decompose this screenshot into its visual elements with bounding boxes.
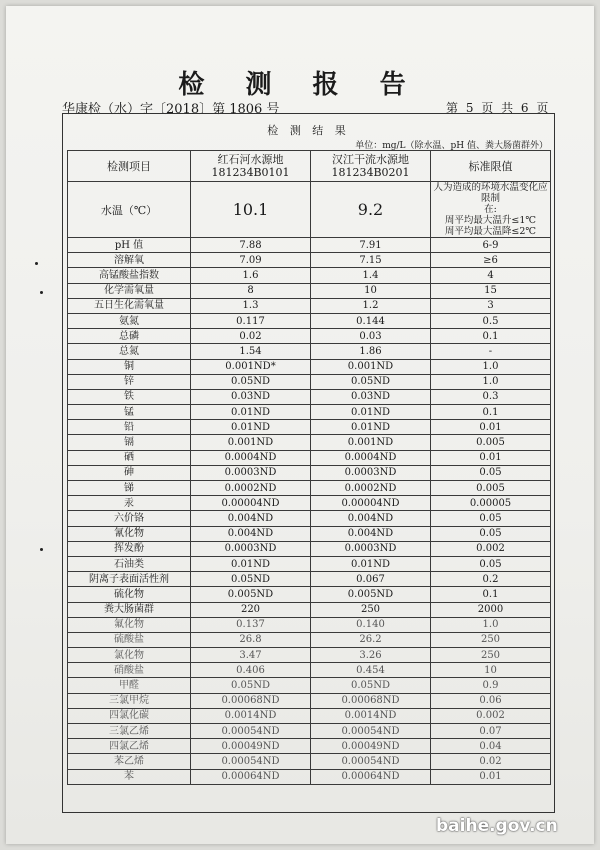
cell-site2: 1.4 — [311, 268, 431, 283]
cell-site1: 0.00054ND — [191, 754, 311, 769]
cell-site1: 0.00064ND — [191, 769, 311, 784]
cell-item: 镉 — [68, 435, 191, 450]
std-line-2: 在: — [484, 204, 497, 215]
page-indicator: 第 5 页 共 6 页 — [446, 101, 549, 115]
table-row — [68, 678, 551, 693]
cell-site2: 0.00068ND — [311, 693, 431, 708]
cell-site1: 220 — [191, 602, 311, 617]
document-number: 华康检（水）字〔2018〕第 1806 号 — [62, 102, 280, 117]
cell-standard: 0.1 — [431, 329, 551, 344]
cell-standard: 0.01 — [431, 420, 551, 435]
cell-site1: 0.001ND* — [191, 359, 311, 374]
cell-standard: 0.05 — [431, 526, 551, 541]
cell-standard: 1.0 — [431, 374, 551, 389]
cell-standard: 6-9 — [431, 238, 551, 253]
cell-item: 硫酸盐 — [68, 632, 191, 647]
cell-site2: 0.140 — [311, 617, 431, 632]
cell-site2: 0.00064ND — [311, 769, 431, 784]
std-line-3: 周平均最大温升≤1℃ — [444, 215, 537, 226]
cell-standard: 250 — [431, 648, 551, 663]
table-row — [68, 420, 551, 435]
results-frame — [62, 113, 555, 813]
cell-item: 四氯化碳 — [68, 708, 191, 723]
cell-item: 硒 — [68, 450, 191, 465]
cell-site2: 0.01ND — [311, 556, 431, 571]
cell-site2: 0.0014ND — [311, 708, 431, 723]
table-row — [68, 283, 551, 298]
cell-site2: 0.067 — [311, 572, 431, 587]
cell-standard: ≥6 — [431, 253, 551, 268]
cell-site1: 0.00004ND — [191, 496, 311, 511]
cell-item: 锌 — [68, 374, 191, 389]
cell-item: 总氮 — [68, 344, 191, 359]
cell-site2: 0.01ND — [311, 405, 431, 420]
cell-site2: 26.2 — [311, 632, 431, 647]
table-row — [68, 511, 551, 526]
cell-item: 铁 — [68, 389, 191, 404]
cell-standard: 0.05 — [431, 511, 551, 526]
cell-standard: 4 — [431, 268, 551, 283]
table-row-temperature — [68, 182, 551, 238]
header-item: 检测项目 — [68, 151, 191, 182]
cell-standard: 0.1 — [431, 587, 551, 602]
cell-item: 水温（℃） — [68, 182, 191, 238]
cell-item: pH 值 — [68, 238, 191, 253]
cell-item: 氯化物 — [68, 648, 191, 663]
results-table — [67, 150, 551, 785]
table-row — [68, 556, 551, 571]
table-row — [68, 572, 551, 587]
cell-standard: 0.07 — [431, 724, 551, 739]
std-line-4: 周平均最大温降≤2℃ — [444, 226, 537, 237]
table-heading: 检 测 结 果 — [267, 124, 350, 137]
cell-item: 汞 — [68, 496, 191, 511]
cell-item: 三氯甲烷 — [68, 693, 191, 708]
cell-item: 锰 — [68, 405, 191, 420]
cell-item: 硝酸盐 — [68, 663, 191, 678]
cell-site2: 7.91 — [311, 238, 431, 253]
cell-site1: 0.01ND — [191, 405, 311, 420]
header-site2-name: 汉江干流水源地 — [332, 153, 409, 166]
site-watermark: baihe.gov.cn — [436, 816, 558, 836]
cell-site1: 0.0003ND — [191, 541, 311, 556]
cell-standard: 0.05 — [431, 465, 551, 480]
table-row — [68, 602, 551, 617]
cell-item: 高锰酸盐指数 — [68, 268, 191, 283]
cell-site2: 0.01ND — [311, 420, 431, 435]
cell-item: 氰化物 — [68, 526, 191, 541]
cell-site1: 0.00054ND — [191, 724, 311, 739]
table-header-row — [68, 151, 551, 182]
std-line-1: 人为造成的环境水温变化应限制 — [433, 182, 548, 204]
cell-standard: 0.2 — [431, 572, 551, 587]
cell-site2: 0.03ND — [311, 389, 431, 404]
cell-item: 三氯乙烯 — [68, 724, 191, 739]
table-row — [68, 389, 551, 404]
cell-site1: 0.0004ND — [191, 450, 311, 465]
cell-site1: 0.02 — [191, 329, 311, 344]
report-title: 检 测 报 告 — [178, 70, 422, 100]
cell-item: 苯乙烯 — [68, 754, 191, 769]
cell-site2: 0.00049ND — [311, 739, 431, 754]
margin-mark — [40, 548, 43, 551]
cell-item: 挥发酚 — [68, 541, 191, 556]
cell-standard: 0.9 — [431, 678, 551, 693]
cell-site2: 0.0002ND — [311, 481, 431, 496]
table-row — [68, 769, 551, 784]
cell-site2: 0.005ND — [311, 587, 431, 602]
table-row — [68, 708, 551, 723]
table-row — [68, 374, 551, 389]
cell-site2: 0.001ND — [311, 435, 431, 450]
cell-site2: 7.15 — [311, 253, 431, 268]
cell-site2: 0.004ND — [311, 511, 431, 526]
margin-mark — [35, 262, 38, 265]
cell-site2: 0.454 — [311, 663, 431, 678]
cell-item: 锑 — [68, 481, 191, 496]
cell-site2: 0.00054ND — [311, 754, 431, 769]
cell-site1: 0.0014ND — [191, 708, 311, 723]
header-site2 — [311, 151, 431, 182]
cell-standard: 15 — [431, 283, 551, 298]
cell-site1: 0.05ND — [191, 678, 311, 693]
cell-site2: 0.03 — [311, 329, 431, 344]
cell-standard: 0.5 — [431, 313, 551, 328]
cell-site2: 0.0003ND — [311, 465, 431, 480]
table-row — [68, 450, 551, 465]
table-row — [68, 724, 551, 739]
cell-site1: 0.005ND — [191, 587, 311, 602]
cell-site1: 0.117 — [191, 313, 311, 328]
cell-site2: 250 — [311, 602, 431, 617]
table-row — [68, 359, 551, 374]
cell-site1: 0.004ND — [191, 511, 311, 526]
table-row — [68, 238, 551, 253]
cell-standard: 0.06 — [431, 693, 551, 708]
cell-item: 铜 — [68, 359, 191, 374]
cell-standard: 0.3 — [431, 389, 551, 404]
cell-standard: 0.02 — [431, 754, 551, 769]
cell-item: 化学需氧量 — [68, 283, 191, 298]
cell-standard: 0.005 — [431, 435, 551, 450]
cell-site2: 10 — [311, 283, 431, 298]
table-row — [68, 617, 551, 632]
cell-site1: 0.004ND — [191, 526, 311, 541]
table-row — [68, 496, 551, 511]
cell-item: 总磷 — [68, 329, 191, 344]
cell-item: 氨氮 — [68, 313, 191, 328]
cell-standard: 0.002 — [431, 541, 551, 556]
cell-standard: 2000 — [431, 602, 551, 617]
table-row — [68, 526, 551, 541]
cell-item: 粪大肠菌群 — [68, 602, 191, 617]
cell-site1: 0.05ND — [191, 374, 311, 389]
header-site1-code: 181234B0101 — [211, 166, 290, 179]
cell-site1: 10.1 — [191, 182, 311, 238]
table-row — [68, 739, 551, 754]
cell-standard: 1.0 — [431, 617, 551, 632]
cell-standard: 3 — [431, 298, 551, 313]
cell-site2: 1.86 — [311, 344, 431, 359]
cell-standard: 250 — [431, 632, 551, 647]
cell-item: 四氯乙烯 — [68, 739, 191, 754]
cell-site1: 0.0003ND — [191, 465, 311, 480]
cell-site1: 8 — [191, 283, 311, 298]
unit-note: 单位：mg/L（除水温、pH 值、粪大肠菌群外） — [355, 141, 548, 151]
cell-site2: 0.00004ND — [311, 496, 431, 511]
cell-site2: 3.26 — [311, 648, 431, 663]
cell-item: 石油类 — [68, 556, 191, 571]
cell-standard: 0.1 — [431, 405, 551, 420]
cell-site2: 9.2 — [311, 182, 431, 238]
cell-site2: 0.05ND — [311, 374, 431, 389]
cell-site1: 0.01ND — [191, 420, 311, 435]
header-site2-code: 181234B0201 — [331, 166, 410, 179]
cell-standard: 0.05 — [431, 556, 551, 571]
cell-standard — [431, 182, 551, 238]
table-row — [68, 329, 551, 344]
table-row — [68, 632, 551, 647]
cell-site2: 0.00054ND — [311, 724, 431, 739]
cell-site1: 7.09 — [191, 253, 311, 268]
cell-site1: 0.01ND — [191, 556, 311, 571]
table-row — [68, 693, 551, 708]
cell-item: 六价铬 — [68, 511, 191, 526]
table-row — [68, 465, 551, 480]
cell-standard: 0.002 — [431, 708, 551, 723]
table-row — [68, 541, 551, 556]
cell-site2: 0.0003ND — [311, 541, 431, 556]
cell-standard: 0.04 — [431, 739, 551, 754]
cell-site2: 0.144 — [311, 313, 431, 328]
cell-site2: 0.0004ND — [311, 450, 431, 465]
cell-site1: 1.6 — [191, 268, 311, 283]
table-row — [68, 344, 551, 359]
table-row — [68, 298, 551, 313]
table-row — [68, 253, 551, 268]
cell-item: 砷 — [68, 465, 191, 480]
cell-site1: 0.03ND — [191, 389, 311, 404]
cell-site2: 1.2 — [311, 298, 431, 313]
cell-site1: 0.0002ND — [191, 481, 311, 496]
cell-item: 氟化物 — [68, 617, 191, 632]
cell-item: 阴离子表面活性剂 — [68, 572, 191, 587]
table-row — [68, 481, 551, 496]
cell-site1: 0.00068ND — [191, 693, 311, 708]
cell-item: 苯 — [68, 769, 191, 784]
cell-site1: 3.47 — [191, 648, 311, 663]
cell-standard: 10 — [431, 663, 551, 678]
cell-item: 甲醛 — [68, 678, 191, 693]
cell-site1: 1.3 — [191, 298, 311, 313]
cell-standard: 0.01 — [431, 769, 551, 784]
cell-site1: 7.88 — [191, 238, 311, 253]
cell-site1: 0.001ND — [191, 435, 311, 450]
cell-site1: 0.00049ND — [191, 739, 311, 754]
table-row — [68, 587, 551, 602]
table-row — [68, 663, 551, 678]
table-row — [68, 648, 551, 663]
table-row — [68, 313, 551, 328]
cell-standard: 0.01 — [431, 450, 551, 465]
table-row — [68, 268, 551, 283]
cell-item: 五日生化需氧量 — [68, 298, 191, 313]
cell-site2: 0.004ND — [311, 526, 431, 541]
cell-site1: 0.137 — [191, 617, 311, 632]
cell-item: 铅 — [68, 420, 191, 435]
cell-site2: 0.05ND — [311, 678, 431, 693]
cell-standard: - — [431, 344, 551, 359]
table-row — [68, 754, 551, 769]
table-row — [68, 405, 551, 420]
cell-site1: 26.8 — [191, 632, 311, 647]
margin-mark — [40, 291, 43, 294]
cell-standard: 0.005 — [431, 481, 551, 496]
cell-site1: 0.406 — [191, 663, 311, 678]
cell-site1: 0.05ND — [191, 572, 311, 587]
cell-standard: 0.00005 — [431, 496, 551, 511]
header-standard: 标准限值 — [431, 151, 551, 182]
cell-item: 硫化物 — [68, 587, 191, 602]
cell-site1: 1.54 — [191, 344, 311, 359]
table-row — [68, 435, 551, 450]
cell-standard: 1.0 — [431, 359, 551, 374]
cell-item: 溶解氧 — [68, 253, 191, 268]
header-site1-name: 红石河水源地 — [217, 153, 284, 166]
header-site1 — [191, 151, 311, 182]
cell-site2: 0.001ND — [311, 359, 431, 374]
